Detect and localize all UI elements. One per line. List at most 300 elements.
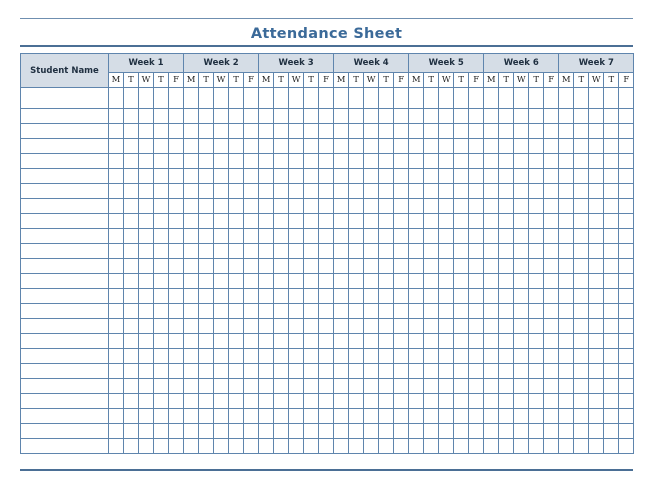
- attendance-cell[interactable]: [184, 394, 199, 409]
- attendance-cell[interactable]: [184, 184, 199, 199]
- attendance-cell[interactable]: [454, 274, 469, 289]
- attendance-cell[interactable]: [559, 394, 574, 409]
- attendance-cell[interactable]: [394, 109, 409, 124]
- attendance-cell[interactable]: [409, 124, 424, 139]
- attendance-cell[interactable]: [604, 244, 619, 259]
- attendance-cell[interactable]: [499, 109, 514, 124]
- attendance-cell[interactable]: [619, 394, 634, 409]
- attendance-cell[interactable]: [139, 199, 154, 214]
- attendance-cell[interactable]: [529, 109, 544, 124]
- attendance-cell[interactable]: [334, 394, 349, 409]
- student-name-cell[interactable]: [21, 88, 109, 109]
- attendance-cell[interactable]: [379, 169, 394, 184]
- attendance-cell[interactable]: [619, 334, 634, 349]
- attendance-cell[interactable]: [199, 214, 214, 229]
- attendance-cell[interactable]: [604, 304, 619, 319]
- attendance-cell[interactable]: [394, 334, 409, 349]
- attendance-cell[interactable]: [394, 169, 409, 184]
- attendance-cell[interactable]: [349, 109, 364, 124]
- attendance-cell[interactable]: [319, 364, 334, 379]
- attendance-cell[interactable]: [319, 139, 334, 154]
- attendance-cell[interactable]: [229, 409, 244, 424]
- attendance-cell[interactable]: [484, 199, 499, 214]
- student-name-cell[interactable]: [21, 319, 109, 334]
- attendance-cell[interactable]: [409, 109, 424, 124]
- attendance-cell[interactable]: [319, 199, 334, 214]
- attendance-cell[interactable]: [484, 229, 499, 244]
- attendance-cell[interactable]: [454, 334, 469, 349]
- student-name-cell[interactable]: [21, 349, 109, 364]
- attendance-cell[interactable]: [169, 334, 184, 349]
- attendance-cell[interactable]: [364, 289, 379, 304]
- attendance-cell[interactable]: [334, 169, 349, 184]
- attendance-cell[interactable]: [184, 319, 199, 334]
- student-name-cell[interactable]: [21, 364, 109, 379]
- attendance-cell[interactable]: [439, 199, 454, 214]
- attendance-cell[interactable]: [514, 304, 529, 319]
- attendance-cell[interactable]: [214, 349, 229, 364]
- attendance-cell[interactable]: [259, 109, 274, 124]
- attendance-cell[interactable]: [124, 154, 139, 169]
- attendance-cell[interactable]: [574, 259, 589, 274]
- attendance-cell[interactable]: [124, 124, 139, 139]
- attendance-cell[interactable]: [469, 109, 484, 124]
- attendance-cell[interactable]: [454, 349, 469, 364]
- attendance-cell[interactable]: [124, 364, 139, 379]
- attendance-cell[interactable]: [259, 88, 274, 109]
- attendance-cell[interactable]: [544, 124, 559, 139]
- attendance-cell[interactable]: [484, 154, 499, 169]
- attendance-cell[interactable]: [424, 88, 439, 109]
- attendance-cell[interactable]: [199, 139, 214, 154]
- attendance-cell[interactable]: [259, 169, 274, 184]
- attendance-cell[interactable]: [454, 124, 469, 139]
- attendance-cell[interactable]: [559, 289, 574, 304]
- attendance-cell[interactable]: [139, 274, 154, 289]
- attendance-cell[interactable]: [214, 364, 229, 379]
- attendance-cell[interactable]: [304, 409, 319, 424]
- attendance-cell[interactable]: [484, 244, 499, 259]
- attendance-cell[interactable]: [139, 214, 154, 229]
- attendance-cell[interactable]: [469, 364, 484, 379]
- attendance-cell[interactable]: [589, 274, 604, 289]
- attendance-cell[interactable]: [334, 349, 349, 364]
- attendance-cell[interactable]: [259, 424, 274, 439]
- attendance-cell[interactable]: [169, 319, 184, 334]
- attendance-cell[interactable]: [484, 214, 499, 229]
- attendance-cell[interactable]: [349, 259, 364, 274]
- attendance-cell[interactable]: [244, 274, 259, 289]
- attendance-cell[interactable]: [289, 109, 304, 124]
- attendance-cell[interactable]: [469, 214, 484, 229]
- attendance-cell[interactable]: [289, 394, 304, 409]
- attendance-cell[interactable]: [244, 394, 259, 409]
- attendance-cell[interactable]: [154, 394, 169, 409]
- attendance-cell[interactable]: [394, 184, 409, 199]
- attendance-cell[interactable]: [559, 274, 574, 289]
- attendance-cell[interactable]: [424, 334, 439, 349]
- attendance-cell[interactable]: [349, 289, 364, 304]
- attendance-cell[interactable]: [259, 214, 274, 229]
- attendance-cell[interactable]: [454, 214, 469, 229]
- attendance-cell[interactable]: [424, 394, 439, 409]
- attendance-cell[interactable]: [379, 124, 394, 139]
- attendance-cell[interactable]: [349, 184, 364, 199]
- attendance-cell[interactable]: [469, 289, 484, 304]
- attendance-cell[interactable]: [349, 274, 364, 289]
- attendance-cell[interactable]: [409, 349, 424, 364]
- attendance-cell[interactable]: [244, 349, 259, 364]
- attendance-cell[interactable]: [214, 304, 229, 319]
- attendance-cell[interactable]: [319, 349, 334, 364]
- attendance-cell[interactable]: [559, 334, 574, 349]
- attendance-cell[interactable]: [124, 439, 139, 454]
- attendance-cell[interactable]: [199, 334, 214, 349]
- attendance-cell[interactable]: [169, 184, 184, 199]
- attendance-cell[interactable]: [109, 124, 124, 139]
- attendance-cell[interactable]: [319, 154, 334, 169]
- attendance-cell[interactable]: [424, 184, 439, 199]
- attendance-cell[interactable]: [109, 169, 124, 184]
- attendance-cell[interactable]: [499, 319, 514, 334]
- attendance-cell[interactable]: [454, 259, 469, 274]
- attendance-cell[interactable]: [184, 259, 199, 274]
- attendance-cell[interactable]: [604, 439, 619, 454]
- attendance-cell[interactable]: [244, 409, 259, 424]
- attendance-cell[interactable]: [529, 349, 544, 364]
- attendance-cell[interactable]: [484, 439, 499, 454]
- attendance-cell[interactable]: [139, 169, 154, 184]
- attendance-cell[interactable]: [349, 124, 364, 139]
- attendance-cell[interactable]: [214, 439, 229, 454]
- attendance-cell[interactable]: [274, 244, 289, 259]
- attendance-cell[interactable]: [244, 379, 259, 394]
- attendance-cell[interactable]: [559, 379, 574, 394]
- attendance-cell[interactable]: [334, 88, 349, 109]
- attendance-cell[interactable]: [229, 349, 244, 364]
- attendance-cell[interactable]: [439, 364, 454, 379]
- attendance-cell[interactable]: [484, 304, 499, 319]
- attendance-cell[interactable]: [619, 409, 634, 424]
- attendance-cell[interactable]: [259, 364, 274, 379]
- attendance-cell[interactable]: [184, 124, 199, 139]
- attendance-cell[interactable]: [154, 139, 169, 154]
- attendance-cell[interactable]: [139, 319, 154, 334]
- attendance-cell[interactable]: [619, 379, 634, 394]
- attendance-cell[interactable]: [139, 289, 154, 304]
- attendance-cell[interactable]: [409, 259, 424, 274]
- attendance-cell[interactable]: [199, 169, 214, 184]
- attendance-cell[interactable]: [619, 319, 634, 334]
- attendance-cell[interactable]: [454, 154, 469, 169]
- attendance-cell[interactable]: [394, 289, 409, 304]
- attendance-cell[interactable]: [214, 334, 229, 349]
- attendance-cell[interactable]: [514, 394, 529, 409]
- attendance-cell[interactable]: [334, 304, 349, 319]
- attendance-cell[interactable]: [559, 154, 574, 169]
- attendance-cell[interactable]: [364, 319, 379, 334]
- attendance-cell[interactable]: [259, 349, 274, 364]
- attendance-cell[interactable]: [454, 184, 469, 199]
- attendance-cell[interactable]: [574, 154, 589, 169]
- attendance-cell[interactable]: [394, 364, 409, 379]
- attendance-cell[interactable]: [229, 169, 244, 184]
- attendance-cell[interactable]: [139, 424, 154, 439]
- attendance-cell[interactable]: [124, 169, 139, 184]
- attendance-cell[interactable]: [379, 199, 394, 214]
- attendance-cell[interactable]: [169, 244, 184, 259]
- attendance-cell[interactable]: [109, 289, 124, 304]
- attendance-cell[interactable]: [199, 349, 214, 364]
- attendance-cell[interactable]: [229, 199, 244, 214]
- attendance-cell[interactable]: [334, 184, 349, 199]
- attendance-cell[interactable]: [304, 124, 319, 139]
- attendance-cell[interactable]: [364, 259, 379, 274]
- attendance-cell[interactable]: [529, 124, 544, 139]
- attendance-cell[interactable]: [139, 349, 154, 364]
- attendance-cell[interactable]: [274, 424, 289, 439]
- attendance-cell[interactable]: [274, 439, 289, 454]
- attendance-cell[interactable]: [424, 274, 439, 289]
- attendance-cell[interactable]: [289, 199, 304, 214]
- attendance-cell[interactable]: [469, 424, 484, 439]
- attendance-cell[interactable]: [274, 319, 289, 334]
- attendance-cell[interactable]: [454, 379, 469, 394]
- attendance-cell[interactable]: [229, 394, 244, 409]
- attendance-cell[interactable]: [409, 379, 424, 394]
- attendance-cell[interactable]: [364, 304, 379, 319]
- attendance-cell[interactable]: [514, 409, 529, 424]
- attendance-cell[interactable]: [544, 409, 559, 424]
- attendance-cell[interactable]: [484, 424, 499, 439]
- attendance-cell[interactable]: [484, 184, 499, 199]
- attendance-cell[interactable]: [334, 109, 349, 124]
- attendance-cell[interactable]: [124, 259, 139, 274]
- attendance-cell[interactable]: [274, 394, 289, 409]
- attendance-cell[interactable]: [439, 319, 454, 334]
- attendance-cell[interactable]: [259, 409, 274, 424]
- attendance-cell[interactable]: [574, 199, 589, 214]
- attendance-cell[interactable]: [559, 109, 574, 124]
- attendance-cell[interactable]: [244, 214, 259, 229]
- student-name-cell[interactable]: [21, 169, 109, 184]
- attendance-cell[interactable]: [499, 184, 514, 199]
- attendance-cell[interactable]: [454, 109, 469, 124]
- attendance-cell[interactable]: [559, 124, 574, 139]
- attendance-cell[interactable]: [499, 409, 514, 424]
- attendance-cell[interactable]: [544, 184, 559, 199]
- attendance-cell[interactable]: [349, 319, 364, 334]
- attendance-cell[interactable]: [439, 139, 454, 154]
- attendance-cell[interactable]: [469, 124, 484, 139]
- attendance-cell[interactable]: [544, 244, 559, 259]
- attendance-cell[interactable]: [619, 169, 634, 184]
- attendance-cell[interactable]: [589, 409, 604, 424]
- attendance-cell[interactable]: [604, 319, 619, 334]
- attendance-cell[interactable]: [514, 154, 529, 169]
- attendance-cell[interactable]: [364, 88, 379, 109]
- attendance-cell[interactable]: [559, 229, 574, 244]
- attendance-cell[interactable]: [169, 154, 184, 169]
- attendance-cell[interactable]: [424, 169, 439, 184]
- attendance-cell[interactable]: [289, 88, 304, 109]
- attendance-cell[interactable]: [319, 439, 334, 454]
- attendance-cell[interactable]: [169, 409, 184, 424]
- attendance-cell[interactable]: [109, 259, 124, 274]
- attendance-cell[interactable]: [199, 304, 214, 319]
- attendance-cell[interactable]: [274, 184, 289, 199]
- attendance-cell[interactable]: [409, 154, 424, 169]
- attendance-cell[interactable]: [319, 184, 334, 199]
- attendance-cell[interactable]: [319, 274, 334, 289]
- attendance-cell[interactable]: [619, 214, 634, 229]
- attendance-cell[interactable]: [394, 154, 409, 169]
- attendance-cell[interactable]: [154, 199, 169, 214]
- attendance-cell[interactable]: [514, 334, 529, 349]
- attendance-cell[interactable]: [124, 88, 139, 109]
- attendance-cell[interactable]: [229, 184, 244, 199]
- attendance-cell[interactable]: [184, 274, 199, 289]
- attendance-cell[interactable]: [304, 274, 319, 289]
- attendance-cell[interactable]: [184, 289, 199, 304]
- attendance-cell[interactable]: [454, 229, 469, 244]
- attendance-cell[interactable]: [619, 199, 634, 214]
- attendance-cell[interactable]: [244, 334, 259, 349]
- attendance-cell[interactable]: [544, 169, 559, 184]
- attendance-cell[interactable]: [499, 169, 514, 184]
- attendance-cell[interactable]: [574, 304, 589, 319]
- attendance-cell[interactable]: [139, 109, 154, 124]
- attendance-cell[interactable]: [289, 244, 304, 259]
- attendance-cell[interactable]: [154, 334, 169, 349]
- attendance-cell[interactable]: [274, 229, 289, 244]
- attendance-cell[interactable]: [124, 319, 139, 334]
- attendance-cell[interactable]: [124, 184, 139, 199]
- attendance-cell[interactable]: [319, 229, 334, 244]
- attendance-cell[interactable]: [229, 439, 244, 454]
- attendance-cell[interactable]: [289, 424, 304, 439]
- attendance-cell[interactable]: [424, 109, 439, 124]
- attendance-cell[interactable]: [484, 319, 499, 334]
- attendance-cell[interactable]: [304, 88, 319, 109]
- attendance-cell[interactable]: [454, 424, 469, 439]
- attendance-cell[interactable]: [259, 274, 274, 289]
- attendance-cell[interactable]: [604, 334, 619, 349]
- attendance-cell[interactable]: [424, 139, 439, 154]
- attendance-cell[interactable]: [334, 214, 349, 229]
- attendance-cell[interactable]: [199, 184, 214, 199]
- attendance-cell[interactable]: [454, 88, 469, 109]
- attendance-cell[interactable]: [544, 424, 559, 439]
- attendance-cell[interactable]: [274, 139, 289, 154]
- attendance-cell[interactable]: [424, 259, 439, 274]
- attendance-cell[interactable]: [379, 334, 394, 349]
- attendance-cell[interactable]: [514, 274, 529, 289]
- attendance-cell[interactable]: [604, 214, 619, 229]
- attendance-cell[interactable]: [619, 304, 634, 319]
- attendance-cell[interactable]: [469, 394, 484, 409]
- attendance-cell[interactable]: [484, 139, 499, 154]
- attendance-cell[interactable]: [409, 88, 424, 109]
- attendance-cell[interactable]: [544, 319, 559, 334]
- attendance-cell[interactable]: [364, 439, 379, 454]
- attendance-cell[interactable]: [439, 304, 454, 319]
- attendance-cell[interactable]: [544, 394, 559, 409]
- attendance-cell[interactable]: [574, 439, 589, 454]
- attendance-cell[interactable]: [409, 409, 424, 424]
- attendance-cell[interactable]: [274, 88, 289, 109]
- attendance-cell[interactable]: [199, 289, 214, 304]
- attendance-cell[interactable]: [514, 139, 529, 154]
- attendance-cell[interactable]: [439, 334, 454, 349]
- attendance-cell[interactable]: [469, 139, 484, 154]
- attendance-cell[interactable]: [214, 229, 229, 244]
- attendance-cell[interactable]: [274, 154, 289, 169]
- attendance-cell[interactable]: [559, 139, 574, 154]
- attendance-cell[interactable]: [514, 259, 529, 274]
- attendance-cell[interactable]: [469, 244, 484, 259]
- attendance-cell[interactable]: [199, 88, 214, 109]
- attendance-cell[interactable]: [199, 229, 214, 244]
- attendance-cell[interactable]: [604, 139, 619, 154]
- attendance-cell[interactable]: [214, 184, 229, 199]
- attendance-cell[interactable]: [574, 88, 589, 109]
- attendance-cell[interactable]: [424, 379, 439, 394]
- attendance-cell[interactable]: [559, 424, 574, 439]
- attendance-cell[interactable]: [364, 349, 379, 364]
- student-name-cell[interactable]: [21, 229, 109, 244]
- attendance-cell[interactable]: [499, 289, 514, 304]
- attendance-cell[interactable]: [499, 88, 514, 109]
- attendance-cell[interactable]: [214, 244, 229, 259]
- attendance-cell[interactable]: [559, 88, 574, 109]
- attendance-cell[interactable]: [514, 199, 529, 214]
- attendance-cell[interactable]: [379, 184, 394, 199]
- attendance-cell[interactable]: [469, 169, 484, 184]
- attendance-cell[interactable]: [124, 409, 139, 424]
- attendance-cell[interactable]: [274, 124, 289, 139]
- attendance-cell[interactable]: [589, 109, 604, 124]
- attendance-cell[interactable]: [409, 394, 424, 409]
- attendance-cell[interactable]: [424, 349, 439, 364]
- attendance-cell[interactable]: [604, 364, 619, 379]
- attendance-cell[interactable]: [499, 139, 514, 154]
- attendance-cell[interactable]: [424, 154, 439, 169]
- attendance-cell[interactable]: [169, 289, 184, 304]
- attendance-cell[interactable]: [559, 184, 574, 199]
- attendance-cell[interactable]: [529, 154, 544, 169]
- attendance-cell[interactable]: [409, 424, 424, 439]
- attendance-cell[interactable]: [394, 88, 409, 109]
- attendance-cell[interactable]: [214, 259, 229, 274]
- attendance-cell[interactable]: [499, 154, 514, 169]
- attendance-cell[interactable]: [229, 229, 244, 244]
- attendance-cell[interactable]: [574, 229, 589, 244]
- attendance-cell[interactable]: [244, 124, 259, 139]
- attendance-cell[interactable]: [229, 274, 244, 289]
- attendance-cell[interactable]: [379, 394, 394, 409]
- attendance-cell[interactable]: [409, 439, 424, 454]
- attendance-cell[interactable]: [454, 364, 469, 379]
- attendance-cell[interactable]: [289, 334, 304, 349]
- attendance-cell[interactable]: [589, 379, 604, 394]
- attendance-cell[interactable]: [349, 154, 364, 169]
- attendance-cell[interactable]: [334, 409, 349, 424]
- attendance-cell[interactable]: [559, 199, 574, 214]
- attendance-cell[interactable]: [124, 274, 139, 289]
- attendance-cell[interactable]: [379, 439, 394, 454]
- attendance-cell[interactable]: [154, 379, 169, 394]
